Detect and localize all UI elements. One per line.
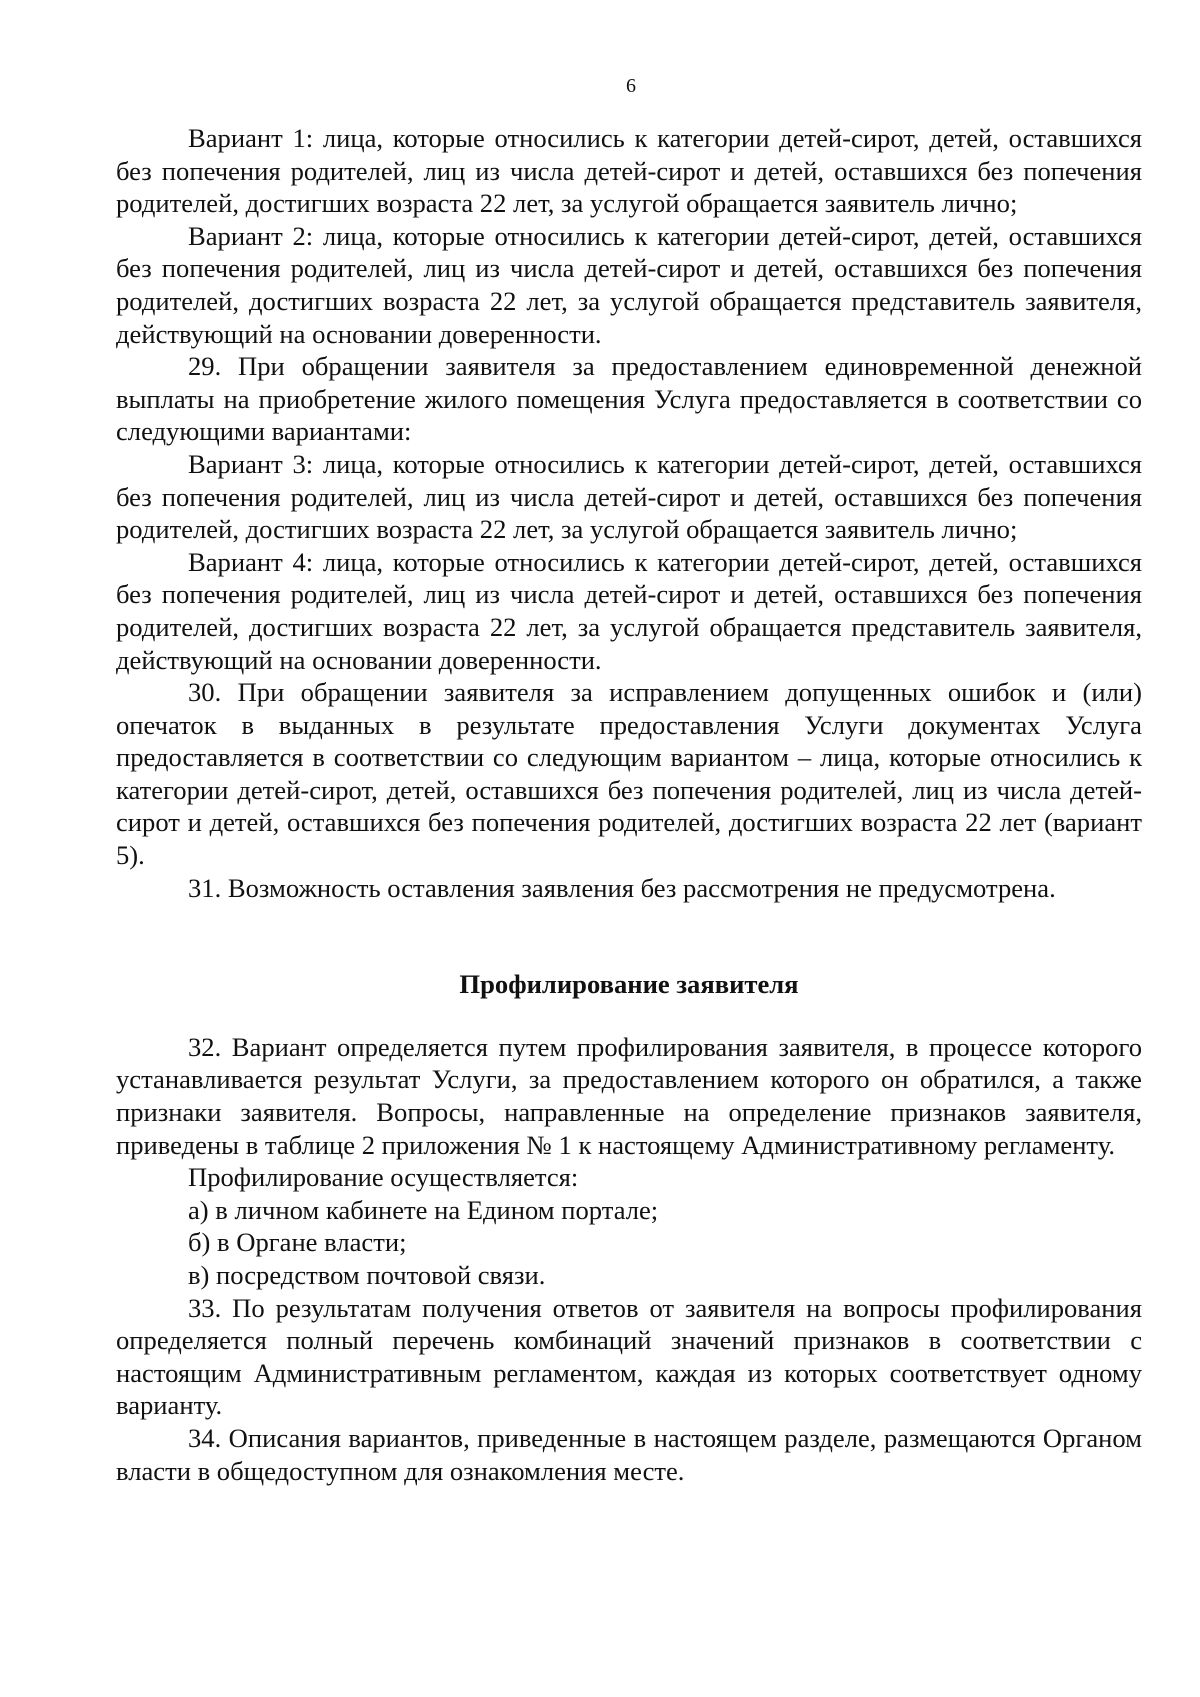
paragraph-29: 29. При обращении заявителя за предоставлением единовременной денежной выплаты на приобретение жилого помещения Услуга предоставляется в соответствии со следующими вариантами: <box>116 351 1142 447</box>
paragraph-34: 34. Описания вариантов, приведенные в настоящем разделе, размещаются Органом власти в общедоступном для ознакомления месте. <box>116 1422 1142 1486</box>
paragraph-33: 33. По результатам получения ответов от заявителя на вопросы профилирования определяется полный перечень комбинаций значений признаков в соответствии с настоящим Административным регламентом, каждая из которых соответствует одному варианту. <box>116 1292 1142 1421</box>
profiling-intro: Профилирование осуществляется: <box>188 1162 579 1193</box>
paragraph-variant-3: Вариант 3: лица, которые относились к категории детей-сирот, детей, оставшихся без попечения родителей, лиц из числа детей-сирот и детей, оставшихся без попечения родителей, достигших возраста 22 лет, за услугой обращается заявитель лично; <box>116 448 1142 545</box>
paragraph-variant-4: Вариант 4: лица, которые относились к категории детей-сирот, детей, оставшихся без попечения родителей, лиц из числа детей-сирот и детей, оставшихся без попечения родителей, достигших возраста 22 лет, за услугой обращается представитель заявителя, действующий на основании доверенности. <box>116 546 1142 675</box>
paragraph-31: 31. Возможность оставления заявления без рассмотрения не предусмотрена. <box>188 872 1056 903</box>
paragraph-variant-1: Вариант 1: лица, которые относились к категории детей-сирот, детей, оставшихся без попечения родителей, лиц из числа детей-сирот и детей, оставшихся без попечения родителей, достигших возраста 22 лет, за услугой обращается заявитель лично; <box>116 123 1142 219</box>
paragraph-30: 30. При обращении заявителя за исправлением допущенных ошибок и (или) опечаток в выданных в результате предоставления Услуги документах Услуга предоставляется в соответствии со следующим вариантом – лица, которые относились к категории детей-сирот, детей, оставшихся без попечения родителей, лиц из числа детей-сирот и детей, оставшихся без попечения родителей, достигших возраста 22 лет (вариант 5). <box>116 677 1142 871</box>
document-body <box>116 122 1142 1487</box>
paragraph-variant-2: Вариант 2: лица, которые относились к категории детей-сирот, детей, оставшихся без попечения родителей, лиц из числа детей-сирот и детей, оставшихся без попечения родителей, достигших возраста 22 лет, за услугой обращается представитель заявителя, действующий на основании доверенности. <box>116 220 1142 349</box>
section-heading: Профилирование заявителя <box>459 969 799 1000</box>
profiling-item-a: а) в личном кабинете на Едином портале; <box>188 1194 659 1225</box>
profiling-item-b: б) в Органе власти; <box>188 1227 407 1258</box>
paragraph-32: 32. Вариант определяется путем профилирования заявителя, в процессе которого устанавливается результат Услуги, за предоставлением которого он обратился, а также признаки заявителя. Вопросы, направленные на определение признаков заявителя, приведены в таблице 2 приложения № 1 к настоящему Административному регламенту. <box>116 1031 1142 1160</box>
page-number: 6 <box>626 75 636 97</box>
profiling-item-v: в) посредством почтовой связи. <box>188 1260 546 1290</box>
